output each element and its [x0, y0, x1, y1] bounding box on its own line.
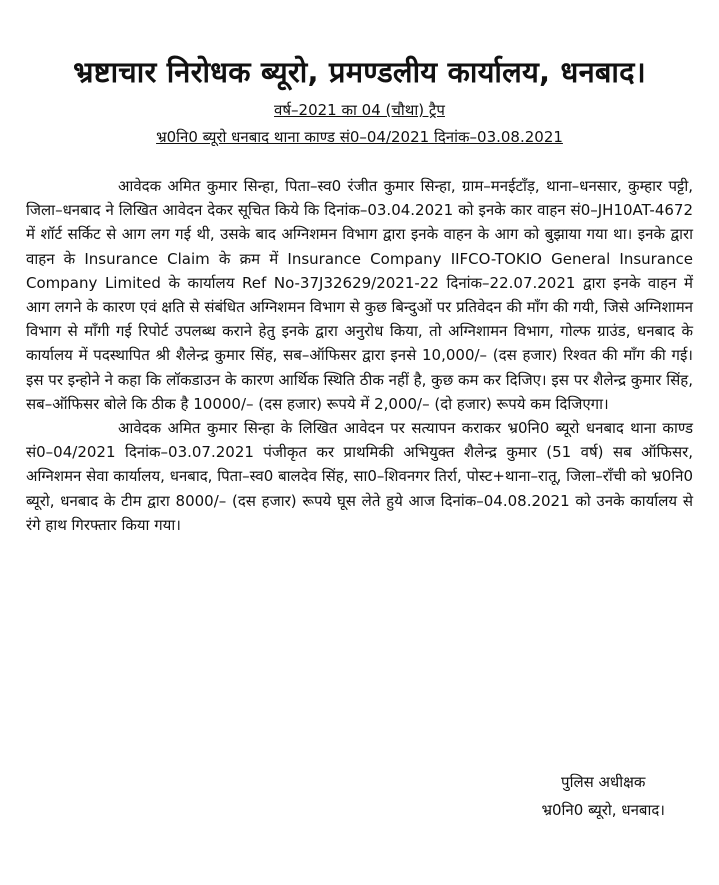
document-body — [26, 174, 693, 537]
paragraph-arrest: आवेदक अमित कुमार सिन्हा के लिखित आवेदन पर सत्यापन कराकर भ्र0नि0 ब्यूरो धनबाद थाना काण्ड सं0–04/2021 दिनांक–03.07.2021 पंजीकृत कर प्राथमिकी अभियुक्त शैलेन्द्र कुमार (51 वर्ष) सब ऑफिसर, अग्निशमन सेवा कार्यालय, धनबाद, पिता–स्व0 बालदेव सिंह, सा0–शिवनगर तिर्रा, पोस्ट+थाना–रातू, जिला–राँची को भ्र0नि0 ब्यूरो, धनबाद के टीम द्वारा 8000/– (दस हजार) रूपये घूस लेते हुये आज दिनांक–04.08.2021 को उनके कार्यालय से रंगे हाथ गिरफ्तार किया गया। — [26, 419, 693, 534]
paragraph-complaint: आवेदक अमित कुमार सिन्हा, पिता–स्व0 रंजीत कुमार सिन्हा, ग्राम–मनईटाँड़, थाना–धनसार, कुम्हार पट्टी, जिला–धनबाद ने लिखित आवेदन देकर सूचित किये कि दिनांक–03.04.2021 को इनके कार वाहन सं0–JH10AT-4672 में शॉर्ट सर्किट से आग लग गई थी, उसके बाद अग्निशमन विभाग द्वारा इनके वाहन के आग को बुझाया गया था। इनके द्वारा वाहन के Insurance Claim के क्रम में Insurance Company IIFCO-TOKIO General Insurance Company Limited के कार्यालय Ref No-37J32629/2021-22 दिनांक–22.07.2021 द्वारा इनके वाहन में आग लगने के कारण एवं क्षति से संबंधित अग्निशमन विभाग से कुछ बिन्दुओं पर प्रतिवेदन की माँग की गयी, जिसे अग्निशामन विभाग से माँगी गई रिपोर्ट उपलब्ध कराने हेतु इनके द्वारा अनुरोध किया, तो अग्निशामन विभाग, गोल्फ ग्राउंड, धनबाद के कार्यालय में पदस्थापित श्री शैलेन्द्र कुमार सिंह, सब–ऑफिसर द्वारा इनसे 10,000/– (दस हजार) रिश्वत की माँग की गई। इस पर इन्होने ने कहा कि लॉकडाउन के कारण आर्थिक स्थिति ठीक नहीं है, कुछ कम कर दिजिए। इस पर शैलेन्द्र कुमार सिंह, सब–ऑफिसर बोले कि ठीक है 10000/– (दस हजार) रूपये में 2,000/– (दो हजार) रूपये कम दिजिएगा। — [26, 177, 693, 413]
signature-block — [541, 768, 665, 824]
case-reference-line: भ्र0नि0 ब्यूरो धनबाद थाना काण्ड सं0–04/2021 दिनांक–03.08.2021 — [156, 128, 563, 146]
trap-number-line: वर्ष–2021 का 04 (चौथा) ट्रैप — [274, 101, 445, 119]
document-title: भ्रष्टाचार निरोधक ब्यूरो, प्रमण्डलीय कार्यालय, धनबाद। — [73, 55, 646, 89]
signatory-designation: पुलिस अधीक्षक — [561, 773, 646, 791]
signatory-office: भ्र0नि0 ब्यूरो, धनबाद। — [541, 801, 665, 819]
